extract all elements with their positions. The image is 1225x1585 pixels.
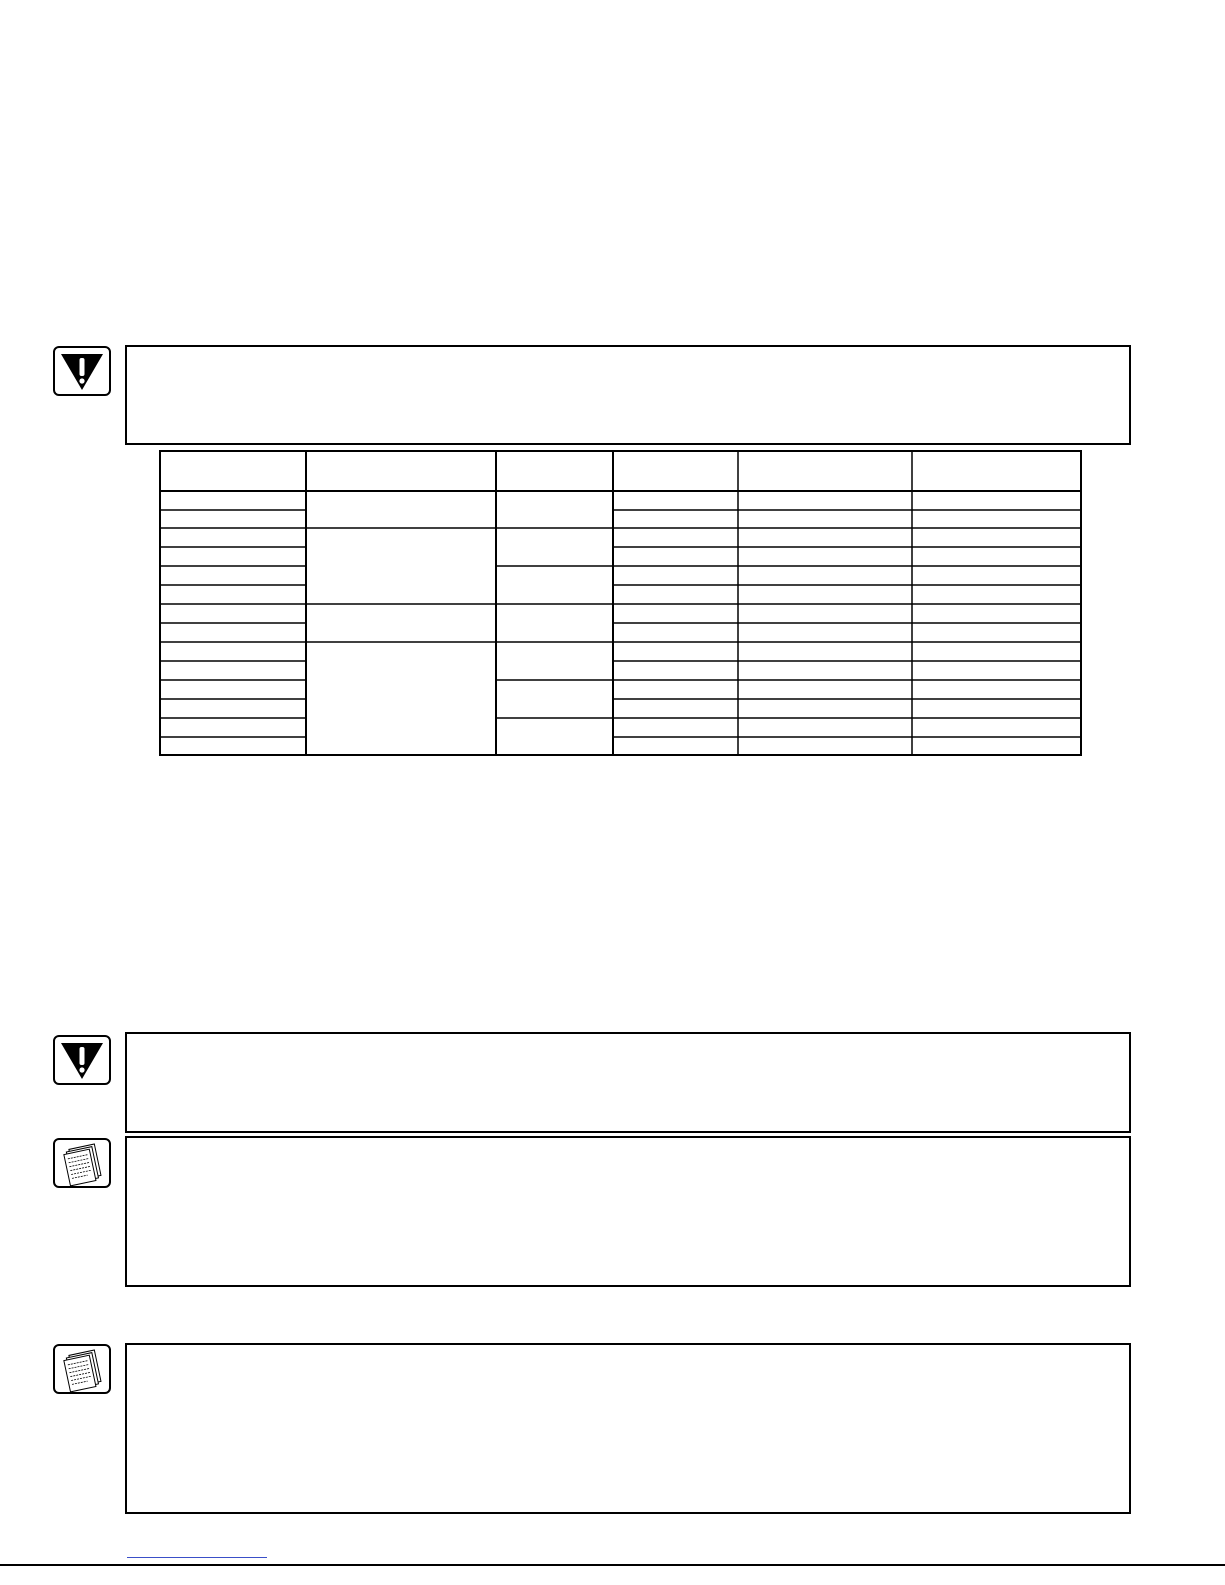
data-table — [159, 450, 1082, 756]
warning-exclamation-icon — [55, 348, 109, 394]
warning-icon-box-2 — [53, 1035, 111, 1085]
document-note-icon — [55, 1140, 109, 1186]
table-grid — [160, 451, 1081, 755]
warning-exclamation-icon — [55, 1037, 109, 1083]
note-icon-box-2 — [53, 1344, 111, 1394]
bottom-rule — [0, 1564, 1225, 1566]
note-notice-2 — [125, 1343, 1131, 1514]
warning-icon-box-1 — [53, 346, 111, 396]
document-note-icon — [55, 1346, 109, 1392]
note-icon-box-1 — [53, 1138, 111, 1188]
footer-link[interactable] — [127, 1557, 267, 1558]
note-notice-1 — [125, 1136, 1131, 1287]
warning-notice-1 — [125, 345, 1131, 445]
warning-notice-2 — [125, 1032, 1131, 1133]
